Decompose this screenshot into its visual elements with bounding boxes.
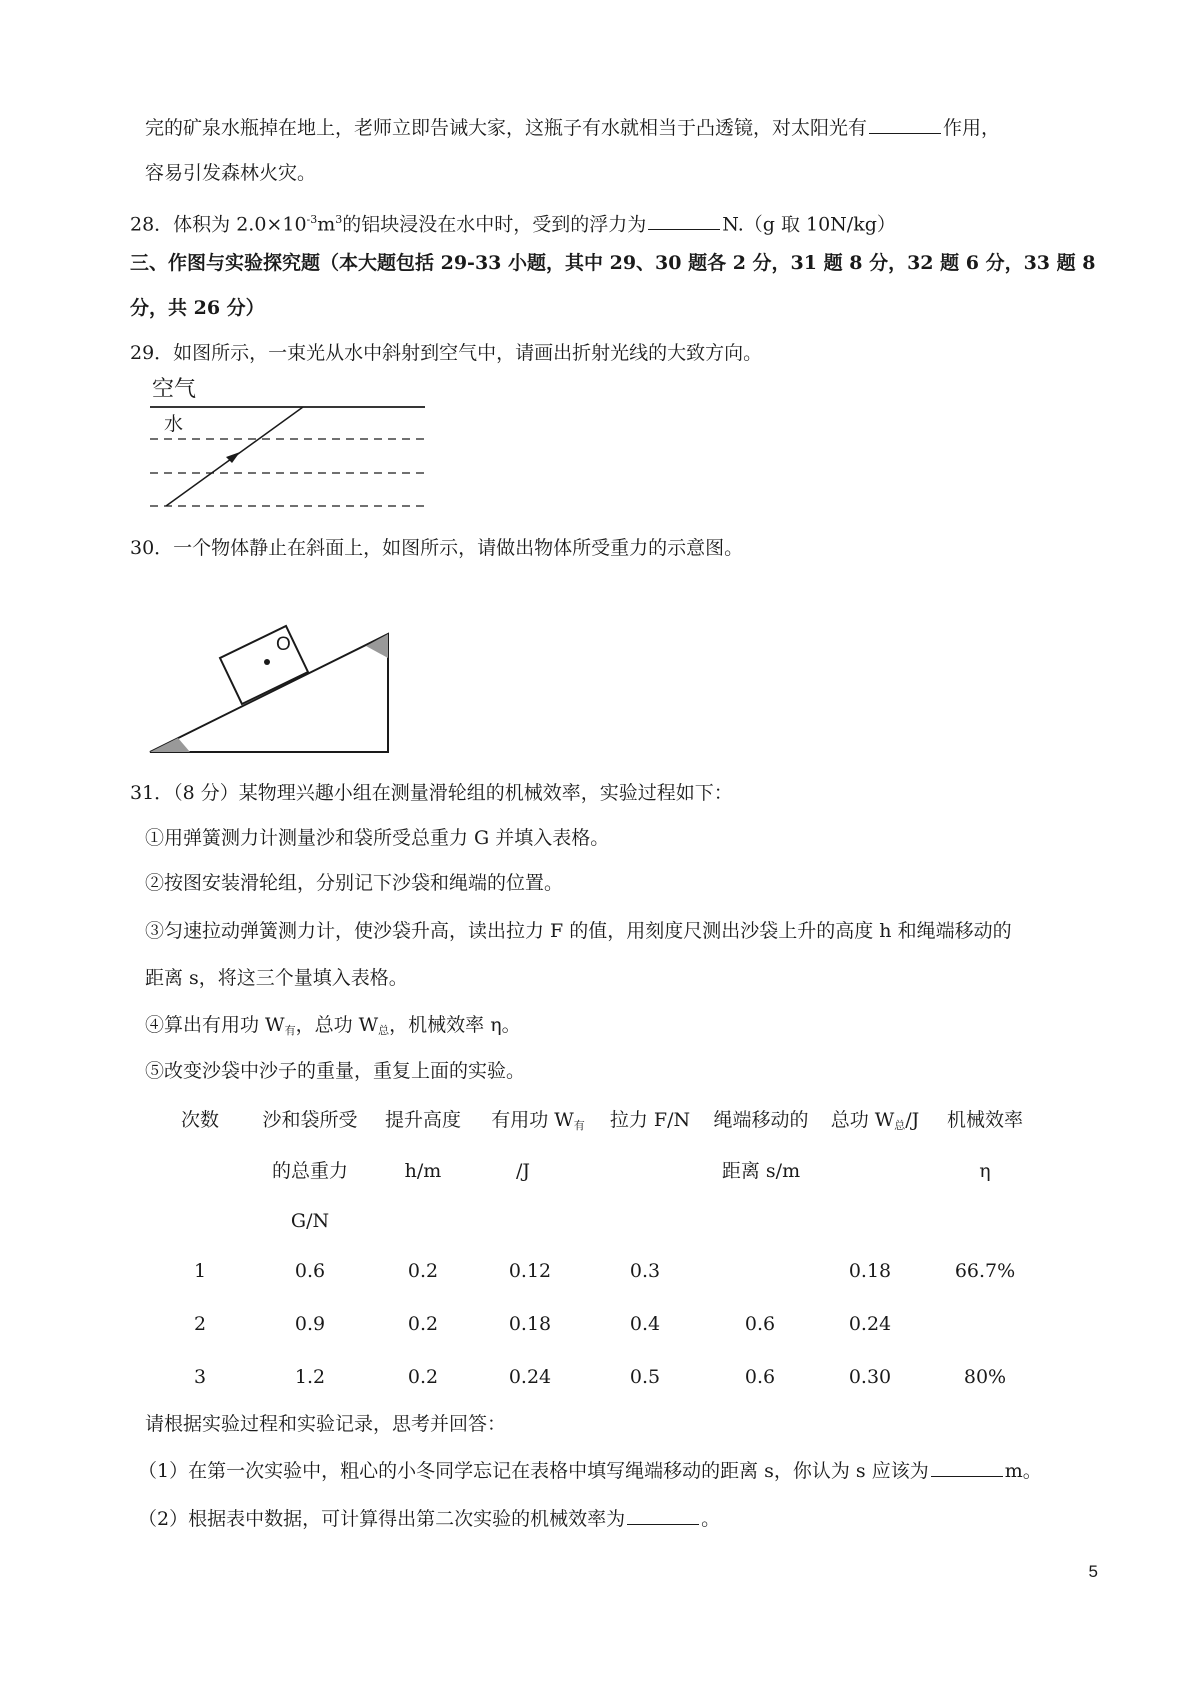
incline-figure: [148, 574, 393, 759]
table-cell: 0.3: [629, 1260, 661, 1282]
table-cell: 0.2: [407, 1313, 439, 1335]
air-label: 空气: [152, 376, 197, 401]
table-cell: 0.6: [744, 1313, 776, 1335]
q31-step-3: ③匀速拉动弹簧测力计，使沙袋升高，读出拉力 F 的值，用刻度尺测出沙袋上升的高度 h 和绳端移动的: [145, 920, 1012, 942]
table-cell: 0.4: [629, 1313, 661, 1335]
table-header-weight-unit: G/N: [290, 1210, 330, 1232]
table-header-total-work: 总功 W总/J: [830, 1109, 920, 1132]
table-cell: 80%: [963, 1366, 1007, 1388]
table-header-force: 拉力 F/N: [609, 1109, 691, 1131]
q31-step-1: ①用弹簧测力计测量沙和袋所受总重力 G 并填入表格。: [145, 827, 610, 849]
q31-step-5: ⑤改变沙袋中沙子的重量，重复上面的实验。: [145, 1060, 526, 1082]
table-header-efficiency: 机械效率: [946, 1109, 1023, 1131]
table-cell: 3: [193, 1366, 207, 1388]
table-cell: 0.24: [848, 1313, 892, 1335]
table-cell: 0.18: [508, 1313, 552, 1335]
table-cell: 0.6: [744, 1366, 776, 1388]
section-3-heading: 三、作图与实验探究题（本大题包括 29-33 小题，其中 29、30 题各 2 分，31 题 8 分，32 题 6 分，33 题 8: [130, 252, 1096, 274]
answer-blank[interactable]: [869, 115, 941, 134]
table-header-weight: 沙和袋所受: [262, 1109, 358, 1131]
q31-subquestion-2: （2）根据表中数据，可计算得出第二次实验的机械效率为 。: [138, 1508, 721, 1530]
table-cell: 0.24: [508, 1366, 552, 1388]
q28-text: 28．体积为 $2.0\times 10^{-3}m^3$的铝块浸没在水中时，受到的浮力为 N.（g 取 10N/kg）: [130, 213, 896, 236]
q31-step-4: ④算出有用功 W有，总功 W总，机械效率 η。: [145, 1014, 521, 1037]
table-cell: 0.30: [848, 1366, 892, 1388]
table-header-distance: 绳端移动的: [713, 1109, 809, 1131]
table-header-useful-work-unit: /J: [515, 1160, 531, 1182]
point-o-label: O: [276, 634, 291, 655]
table-header-count: 次数: [180, 1109, 219, 1131]
q29-text: 29．如图所示，一束光从水中斜射到空气中，请画出折射光线的大致方向。: [130, 342, 763, 364]
q27-line2: 容易引发森林火灾。: [145, 162, 317, 184]
table-cell: 0.2: [407, 1260, 439, 1282]
q30-text: 30．一个物体静止在斜面上，如图所示，请做出物体所受重力的示意图。: [130, 537, 744, 559]
center-of-gravity-point: [264, 659, 270, 665]
table-cell: 66.7%: [954, 1260, 1016, 1282]
table-header-height: 提升高度: [384, 1109, 461, 1131]
refraction-figure: [150, 372, 430, 520]
water-label: 水: [164, 414, 184, 435]
table-cell: 1.2: [294, 1366, 326, 1388]
q31-subquestion-1: （1）在第一次实验中，粗心的小冬同学忘记在表格中填写绳端移动的距离 s，你认为 s 应该为 m。: [138, 1460, 1042, 1482]
q31-step-2: ②按图安装滑轮组，分别记下沙袋和绳端的位置。: [145, 872, 564, 894]
table-cell: 0.9: [294, 1313, 326, 1335]
table-cell: 0.5: [629, 1366, 661, 1388]
table-cell: 2: [193, 1313, 207, 1335]
q31-prompt: 请根据实验过程和实验记录，思考并回答：: [145, 1413, 507, 1435]
q27-line1: 完的矿泉水瓶掉在地上，老师立即告诫大家，这瓶子有水就相当于凸透镜，对太阳光有 作用，: [145, 117, 1001, 139]
answer-blank[interactable]: [648, 211, 720, 230]
q31-step-3-cont: 距离 s，将这三个量填入表格。: [145, 967, 408, 989]
page-number: 5: [1088, 1562, 1098, 1581]
table-cell: 0.6: [294, 1260, 326, 1282]
answer-blank[interactable]: [627, 1506, 699, 1525]
q31-intro: 31．（8 分）某物理兴趣小组在测量滑轮组的机械效率，实验过程如下：: [130, 782, 733, 804]
table-cell: 0.18: [848, 1260, 892, 1282]
section-3-heading-cont: 分，共 26 分）: [130, 297, 265, 319]
table-cell: 1: [193, 1260, 207, 1282]
table-header-useful-work: 有用功 W有: [491, 1109, 585, 1132]
incline-angle-mark: [366, 634, 388, 658]
table-cell: 0.12: [508, 1260, 552, 1282]
table-header-efficiency-symbol: η: [979, 1160, 991, 1182]
table-header-weight: 的总重力: [271, 1160, 348, 1182]
table-header-height-unit: h/m: [404, 1160, 442, 1182]
block-on-incline: [220, 626, 308, 704]
table-cell: 0.2: [407, 1366, 439, 1388]
table-header-distance-unit: 距离 s/m: [721, 1160, 801, 1182]
answer-blank[interactable]: [931, 1458, 1003, 1477]
incline-angle-mark: [150, 738, 190, 752]
